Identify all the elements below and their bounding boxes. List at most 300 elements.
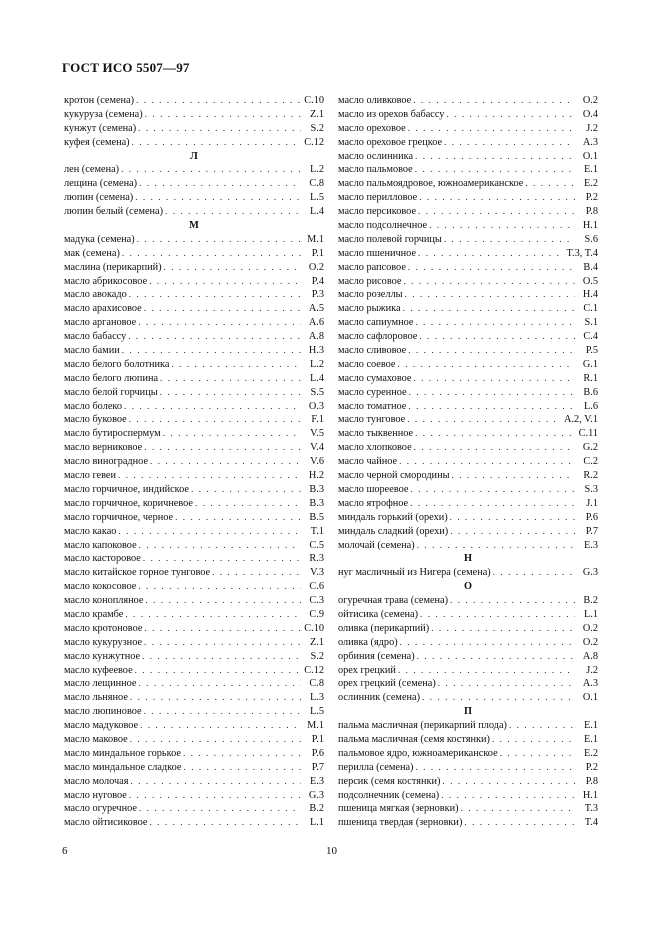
entry-name: масло гевеи <box>64 470 116 482</box>
index-entry <box>64 636 324 650</box>
entry-code: E.3 <box>583 539 598 551</box>
entry-name: масло нуговое <box>64 789 127 801</box>
entry-name: масло белого люпина <box>64 372 159 384</box>
index-entry <box>338 636 598 650</box>
index-entry <box>64 802 324 816</box>
entry-name: масло ослинника <box>338 150 414 162</box>
entry-code: C.2 <box>583 456 598 468</box>
dot-leader <box>431 622 575 636</box>
document-header: ГОСТ ИСО 5507—97 <box>62 60 190 75</box>
entry-name: масло какао <box>64 525 117 537</box>
entry-name: огуречная трава (семена) <box>338 595 449 607</box>
index-entry <box>64 316 324 330</box>
entry-name: перилла (семена) <box>338 761 414 773</box>
dot-leader <box>438 677 575 691</box>
entry-name: масло бутироспермум <box>64 428 161 440</box>
entry-name: масло сумаховое <box>338 372 412 384</box>
entry-code: P.6 <box>585 511 598 523</box>
entry-name: миндаль сладкий (орехи) <box>338 525 449 537</box>
section-letter: П <box>463 706 472 718</box>
entry-name: молочай (семена) <box>338 539 415 551</box>
dot-leader <box>142 650 301 664</box>
entry-name: масло ойтисиковое <box>64 817 148 829</box>
dot-leader <box>145 594 301 608</box>
entry-code: A.5 <box>308 303 324 315</box>
dot-leader <box>405 288 575 302</box>
index-entry <box>64 525 324 539</box>
entry-name: мадука (семена) <box>64 233 135 245</box>
dot-leader <box>414 441 575 455</box>
entry-code: G.2 <box>582 442 598 454</box>
entry-code: A.3 <box>582 678 598 690</box>
entry-name: орех грецкий (семена) <box>338 678 436 690</box>
index-entry <box>64 691 324 705</box>
dot-leader <box>150 455 301 469</box>
entry-name: масло перилловое <box>338 192 418 204</box>
index-entry <box>64 400 324 414</box>
dot-leader <box>191 483 301 497</box>
dot-leader <box>135 664 301 678</box>
entry-name: масло горчичное, коричневое <box>64 497 194 509</box>
dot-leader <box>138 316 301 330</box>
entry-code: B.2 <box>309 803 324 815</box>
dot-leader <box>184 761 302 775</box>
index-entry <box>64 511 324 525</box>
index-entry <box>64 539 324 553</box>
dot-leader <box>415 150 575 164</box>
entry-code: F.1 <box>311 414 324 426</box>
entry-name: пальмовое ядро, южноамериканское <box>338 747 498 759</box>
entry-code: P.2 <box>585 761 598 773</box>
index-entry <box>338 622 598 636</box>
index-entry <box>64 469 324 483</box>
index-entry <box>338 789 598 803</box>
dot-leader <box>409 386 575 400</box>
dot-leader <box>143 552 301 566</box>
index-entry <box>338 761 598 775</box>
dot-leader <box>171 358 301 372</box>
dot-leader <box>407 413 561 427</box>
entry-name: масло ореховое грецкое <box>338 136 443 148</box>
index-entry <box>338 469 598 483</box>
dot-leader <box>450 511 575 525</box>
index-entry <box>338 191 598 205</box>
index-entry <box>64 566 324 580</box>
entry-code: T.4 <box>584 817 598 829</box>
entry-code: J.1 <box>586 497 598 509</box>
dot-leader <box>399 455 575 469</box>
dot-leader <box>418 247 564 261</box>
entry-code: V.5 <box>310 428 324 440</box>
entry-name: лещина (семена) <box>64 178 138 190</box>
dot-leader <box>139 177 301 191</box>
entry-name: кротон (семена) <box>64 95 135 106</box>
entry-name: масло подсолнечное <box>338 220 428 232</box>
entry-code: H.1 <box>582 220 598 232</box>
entry-code: B.2 <box>583 595 598 607</box>
entry-code: L.2 <box>309 358 324 370</box>
dot-leader <box>444 136 575 150</box>
index-entry <box>338 816 598 830</box>
entry-name: орех грецкий <box>338 664 396 676</box>
dot-leader <box>160 386 301 400</box>
index-entry <box>64 108 324 122</box>
entry-code: P.5 <box>585 345 598 357</box>
dot-leader <box>403 302 575 316</box>
index-entry <box>338 719 598 733</box>
dot-leader <box>419 191 575 205</box>
entry-name: пшеница твердая (зерновки) <box>338 817 463 829</box>
index-entry <box>64 191 324 205</box>
dot-leader <box>124 400 301 414</box>
entry-name: масло касторовое <box>64 553 141 565</box>
dot-leader <box>509 719 575 733</box>
index-entry <box>338 455 598 469</box>
entry-name: лен (семена) <box>64 164 120 176</box>
entry-code: H.4 <box>582 289 598 301</box>
entry-code: L.4 <box>309 372 324 384</box>
entry-name: масло суренное <box>338 386 407 398</box>
entry-code: L.4 <box>309 206 324 218</box>
index-entry <box>338 94 598 108</box>
dot-leader <box>135 191 301 205</box>
index-entry <box>64 136 324 150</box>
index-entry <box>338 330 598 344</box>
index-entry <box>338 802 598 816</box>
index-entry <box>64 761 324 775</box>
entry-code: B.3 <box>309 483 324 495</box>
entry-name: оливка (ядро) <box>338 636 398 648</box>
entry-code: P.8 <box>585 206 598 218</box>
index-entry <box>338 275 598 289</box>
entry-name: масло сафлоровое <box>338 331 418 343</box>
index-entry <box>64 747 324 761</box>
section-letter: М <box>189 220 199 232</box>
dot-leader <box>165 205 301 219</box>
index-entry <box>338 372 598 386</box>
index-entry <box>338 400 598 414</box>
entry-name: масло авокадо <box>64 289 127 301</box>
dot-leader <box>144 622 301 636</box>
entry-name: ослинник (семена) <box>338 692 421 704</box>
entry-name: масло лещинное <box>64 678 137 690</box>
entry-code: P.1 <box>311 733 324 745</box>
dot-leader <box>130 775 301 789</box>
entry-name: масло бамии <box>64 345 120 357</box>
entry-name: масло розеллы <box>338 289 403 301</box>
dot-leader <box>398 358 576 372</box>
entry-code: L.2 <box>309 164 324 176</box>
index-entry <box>64 288 324 302</box>
entry-code: S.2 <box>310 650 324 662</box>
dot-leader <box>144 705 301 719</box>
entry-name: масло ореховое <box>338 122 406 134</box>
entry-code: L.3 <box>309 692 324 704</box>
index-column-right <box>338 94 598 830</box>
dot-leader <box>140 719 301 733</box>
dot-leader <box>138 580 301 594</box>
entry-name: масло ятрофное <box>338 497 409 509</box>
dot-leader <box>450 594 575 608</box>
entry-name: масло миндальное горькое <box>64 747 181 759</box>
entry-code: B.3 <box>309 497 324 509</box>
dot-leader <box>163 427 301 441</box>
entry-name: ойтисика (семена) <box>338 608 419 620</box>
entry-name: масло шореевое <box>338 483 409 495</box>
entry-name: масло хлопковое <box>338 442 412 454</box>
entry-name: пальма масличная (перикарпий плода) <box>338 720 507 732</box>
index-entry <box>64 177 324 191</box>
dot-leader <box>464 816 575 830</box>
index-entry <box>64 413 324 427</box>
entry-code: A.6 <box>308 317 324 329</box>
dot-leader <box>118 525 301 539</box>
entry-name: мак (семена) <box>64 247 120 259</box>
dot-leader <box>138 122 301 136</box>
entry-code: E.1 <box>583 733 598 745</box>
entry-code: J.2 <box>586 664 598 676</box>
entry-code: P.7 <box>311 761 324 773</box>
entry-code: T.3, T.4 <box>566 247 598 259</box>
entry-code: C.12 <box>304 664 324 676</box>
entry-name: масло пальмоядровое, южноамериканское <box>338 178 524 190</box>
entry-code: P.4 <box>311 275 324 287</box>
entry-code: J.2 <box>586 122 598 134</box>
index-entry <box>64 94 324 108</box>
entry-name: масло полевой горчицы <box>338 233 442 245</box>
index-entry <box>338 691 598 705</box>
entry-name: масло томатное <box>338 400 407 412</box>
index-entry <box>338 677 598 691</box>
entry-code: C.10 <box>304 95 324 106</box>
dot-leader <box>195 497 301 511</box>
index-entry <box>64 275 324 289</box>
dot-leader <box>403 275 575 289</box>
index-entry <box>64 580 324 594</box>
index-entry <box>64 344 324 358</box>
entry-code: S.1 <box>584 317 598 329</box>
index-entry <box>64 427 324 441</box>
index-entry <box>64 205 324 219</box>
index-entry <box>338 233 598 247</box>
entry-name: масло болеко <box>64 400 123 412</box>
dot-leader <box>132 136 301 150</box>
index-entry <box>64 358 324 372</box>
entry-code: C.5 <box>309 539 324 551</box>
entry-code: R.2 <box>583 470 598 482</box>
index-entry <box>338 205 598 219</box>
index-entry <box>338 150 598 164</box>
entry-name: масло молочая <box>64 775 129 787</box>
dot-leader <box>149 275 301 289</box>
index-entry <box>64 789 324 803</box>
entry-code: T.3 <box>584 803 598 815</box>
dot-leader <box>419 330 575 344</box>
dot-leader <box>442 775 575 789</box>
entry-code: T.1 <box>310 525 324 537</box>
dot-leader <box>183 747 301 761</box>
entry-name: масло оливковое <box>338 95 412 106</box>
entry-code: O.4 <box>582 108 598 120</box>
entry-name: масло чайное <box>338 456 398 468</box>
dot-leader <box>417 539 575 553</box>
entry-code: O.3 <box>308 400 324 412</box>
dot-leader <box>164 261 301 275</box>
index-entry <box>64 677 324 691</box>
index-entry <box>338 136 598 150</box>
dot-leader <box>129 789 301 803</box>
index-entry <box>338 441 598 455</box>
entry-code: H.1 <box>582 789 598 801</box>
index-entry <box>64 650 324 664</box>
index-entry <box>338 483 598 497</box>
entry-name: масло куфеевое <box>64 664 133 676</box>
index-entry <box>64 247 324 261</box>
entry-name: подсолнечник (семена) <box>338 789 440 801</box>
entry-code: S.2 <box>310 122 324 134</box>
entry-name: масло аргановое <box>64 317 137 329</box>
index-entry <box>64 705 324 719</box>
entry-name: масло горчичное, индийское <box>64 483 190 495</box>
index-entry <box>64 483 324 497</box>
entry-code: O.2 <box>308 261 324 273</box>
index-entry <box>338 775 598 789</box>
dot-leader <box>408 344 575 358</box>
entry-name: персик (семя костянки) <box>338 775 441 787</box>
entry-code: P.1 <box>311 247 324 259</box>
entry-code: S.5 <box>310 386 324 398</box>
entry-code: L.1 <box>309 817 324 829</box>
dot-leader <box>138 677 301 691</box>
entry-code: B.5 <box>309 511 324 523</box>
index-entry <box>64 733 324 747</box>
entry-name: маслина (перикарпий) <box>64 261 162 273</box>
entry-code: C.8 <box>309 178 324 190</box>
entry-name: масло горчичное, черное <box>64 511 174 523</box>
entry-name: масло кротоновое <box>64 622 143 634</box>
entry-code: C.11 <box>578 428 598 440</box>
dot-leader <box>415 163 575 177</box>
entry-name: масло капоковое <box>64 539 137 551</box>
index-entry <box>338 497 598 511</box>
entry-name: масло крамбе <box>64 608 124 620</box>
entry-code: R.3 <box>309 553 324 565</box>
entry-name: масло буковое <box>64 414 127 426</box>
index-entry <box>338 664 598 678</box>
dot-leader <box>139 802 301 816</box>
entry-code: A.8 <box>582 650 598 662</box>
dot-leader <box>128 330 301 344</box>
dot-leader <box>130 691 301 705</box>
index-entry <box>338 358 598 372</box>
entry-code: L.6 <box>583 400 598 412</box>
dot-leader <box>408 122 575 136</box>
entry-name: оливка (перикарпий) <box>338 622 430 634</box>
dot-leader <box>493 566 575 580</box>
dot-leader <box>418 205 575 219</box>
dot-leader <box>149 816 301 830</box>
entry-name: масло конопляное <box>64 595 144 607</box>
index-entry <box>338 413 598 427</box>
dot-leader <box>500 747 575 761</box>
entry-name: орбиния (семена) <box>338 650 415 662</box>
dot-leader <box>450 525 575 539</box>
entry-name: масло льняное <box>64 692 128 704</box>
entry-name: кунжут (семена) <box>64 122 137 134</box>
entry-code: L.5 <box>309 706 324 718</box>
entry-name: масло соевое <box>338 358 396 370</box>
entry-code: O.2 <box>582 636 598 648</box>
dot-leader <box>413 94 575 108</box>
entry-name: масло пальмовое <box>338 164 413 176</box>
index-entry <box>338 539 598 553</box>
dot-leader <box>136 94 301 108</box>
dot-leader <box>410 497 575 511</box>
dot-leader <box>525 177 575 191</box>
entry-name: масло китайское горное тунговое <box>64 567 211 579</box>
entry-name: масло пшеничное <box>338 247 417 259</box>
dot-leader <box>398 664 575 678</box>
dot-leader <box>417 650 575 664</box>
entry-name: масло арахисовое <box>64 303 142 315</box>
entry-code: O.2 <box>582 95 598 106</box>
index-entry <box>338 288 598 302</box>
entry-code: G.1 <box>582 358 598 370</box>
entry-code: L.1 <box>583 608 598 620</box>
dot-leader <box>212 566 301 580</box>
entry-name: куфея (семена) <box>64 136 130 148</box>
entry-name: масло мадуковое <box>64 720 139 732</box>
entry-name: масло рыжика <box>338 303 401 315</box>
dot-leader <box>420 608 575 622</box>
dot-leader <box>118 469 301 483</box>
entry-name: масло тунговое <box>338 414 406 426</box>
entry-name: пальма масличная (семя костянки) <box>338 733 490 745</box>
entry-code: Z.1 <box>309 636 324 648</box>
entry-code: R.1 <box>583 372 598 384</box>
index-entry <box>338 344 598 358</box>
index-entry <box>338 316 598 330</box>
entry-code: P.7 <box>585 525 598 537</box>
dot-leader <box>121 163 301 177</box>
dot-leader <box>441 789 575 803</box>
dot-leader <box>144 636 301 650</box>
entry-code: M.1 <box>307 233 324 245</box>
dot-leader <box>137 233 301 247</box>
entry-code: A.2, V.1 <box>564 414 598 426</box>
entry-code: G.3 <box>582 567 598 579</box>
entry-name: масло виноградное <box>64 456 149 468</box>
dot-leader <box>122 247 301 261</box>
entry-code: C.8 <box>309 678 324 690</box>
index-entry <box>64 497 324 511</box>
dot-leader <box>410 483 575 497</box>
index-entry <box>338 608 598 622</box>
entry-name: масло верниковое <box>64 442 143 454</box>
index-entry <box>64 816 324 830</box>
dot-leader <box>175 511 301 525</box>
index-entry <box>338 108 598 122</box>
dot-leader <box>145 108 301 122</box>
entry-name: пшеница мягкая (зерновки) <box>338 803 459 815</box>
index-entry <box>64 608 324 622</box>
index-entry <box>64 330 324 344</box>
index-entry <box>338 302 598 316</box>
index-entry <box>64 552 324 566</box>
page-number-left: 6 <box>62 845 68 857</box>
entry-code: S.6 <box>584 233 598 245</box>
entry-code: L.5 <box>309 192 324 204</box>
